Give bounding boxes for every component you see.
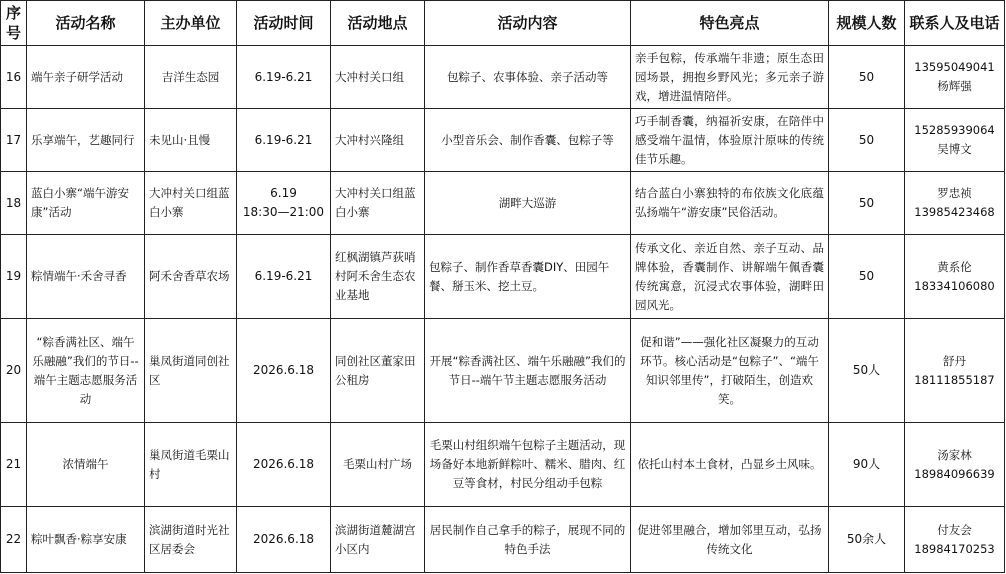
cell-contact bbox=[905, 46, 1005, 109]
contact-person: 汤家林 bbox=[937, 447, 972, 462]
cell-place: 同创社区董家田公租房 bbox=[331, 319, 425, 423]
contact-person: 舒丹 bbox=[943, 353, 966, 368]
header-host: 主办单位 bbox=[145, 1, 237, 46]
cell-time: 6.19-6.21 bbox=[237, 109, 331, 172]
cell-highlight: 传承文化、亲近自然、亲子互动、品牌体验，香囊制作、讲解端午佩香囊传统寓意，沉浸式农事体验，湖畔田园风光。 bbox=[631, 235, 829, 319]
cell-scale: 90人 bbox=[829, 423, 905, 507]
header-place: 活动地点 bbox=[331, 1, 425, 46]
contact-person: 付友会 bbox=[937, 522, 972, 537]
header-highlight: 特色亮点 bbox=[631, 1, 829, 46]
cell-place: 大冲村关口组蓝白小寨 bbox=[331, 172, 425, 235]
time-hours: 18:30—21:00 bbox=[242, 205, 325, 219]
cell-highlight: 结合蓝白小寨独特的布依族文化底蕴弘扬端午“游安康”民俗活动。 bbox=[631, 172, 829, 235]
cell-time: 6.19-6.21 bbox=[237, 46, 331, 109]
cell-seq: 16 bbox=[1, 46, 27, 109]
cell-scale: 50 bbox=[829, 46, 905, 109]
cell-seq: 21 bbox=[1, 423, 27, 507]
cell-host: 阿禾舍香草农场 bbox=[145, 235, 237, 319]
cell-host: 吉洋生态园 bbox=[145, 46, 237, 109]
cell-time: 2026.6.18 bbox=[237, 319, 331, 423]
contact-person: 杨辉强 bbox=[937, 79, 972, 93]
table-row bbox=[1, 46, 1005, 109]
contact-phone: 15285939064 bbox=[914, 123, 995, 137]
contact-phone: 18984096639 bbox=[914, 466, 995, 481]
table-row bbox=[1, 235, 1005, 319]
table-row bbox=[1, 109, 1005, 172]
cell-seq: 17 bbox=[1, 109, 27, 172]
cell-contact bbox=[905, 172, 1005, 235]
cell-highlight: 促进邻里融合，增加邻里互动，弘扬传统文化 bbox=[631, 507, 829, 573]
cell-content: 开展“粽香满社区、端午乐融融”我们的节日--端午节主题志愿服务活动 bbox=[425, 319, 631, 423]
contact-phone: 18111855187 bbox=[914, 372, 995, 387]
cell-name: 端午亲子研学活动 bbox=[27, 46, 145, 109]
cell-host: 大冲村关口组蓝白小寨 bbox=[145, 172, 237, 235]
cell-name: “粽香满社区、端午乐融融”我们的节日--端午主题志愿服务活动 bbox=[27, 319, 145, 423]
cell-name: 蓝白小寨“端午游安康”活动 bbox=[27, 172, 145, 235]
cell-contact bbox=[905, 507, 1005, 573]
cell-highlight: 亲手包粽，传承端午非遗；原生态田园场景，拥抱乡野风光；多元亲子游戏，增进温情陪伴。 bbox=[631, 46, 829, 109]
cell-time bbox=[237, 172, 331, 235]
cell-highlight: 依托山村本土食材，凸显乡土风味。 bbox=[631, 423, 829, 507]
contact-phone: 13985423468 bbox=[914, 205, 995, 219]
cell-host: 滨湖街道时光社区居委会 bbox=[145, 507, 237, 573]
contact-phone: 18334106080 bbox=[914, 278, 995, 293]
cell-scale: 50 bbox=[829, 172, 905, 235]
cell-name: 乐享端午，艺趣同行 bbox=[27, 109, 145, 172]
cell-contact bbox=[905, 319, 1005, 423]
contact-person: 罗忠祯 bbox=[937, 186, 972, 200]
cell-contact bbox=[905, 423, 1005, 507]
header-seq: 序号 bbox=[1, 1, 27, 46]
time-date: 6.19 bbox=[270, 186, 297, 200]
cell-scale: 50 bbox=[829, 235, 905, 319]
cell-place: 红枫湖镇芦荻哨村阿禾舍生态农业基地 bbox=[331, 235, 425, 319]
contact-phone: 18984170253 bbox=[914, 541, 995, 556]
cell-content: 包粽子、农事体验、亲子活动等 bbox=[425, 46, 631, 109]
table-row bbox=[1, 507, 1005, 573]
table-row bbox=[1, 423, 1005, 507]
header-row bbox=[1, 1, 1005, 46]
cell-highlight: 促和谐”——强化社区凝聚力的互动环节。核心活动是“包粽子”、“端午知识邻里传”，打破陌生，创造欢笑。 bbox=[631, 319, 829, 423]
cell-time: 2026.6.18 bbox=[237, 423, 331, 507]
cell-scale: 50人 bbox=[829, 319, 905, 423]
cell-content: 湖畔大巡游 bbox=[425, 172, 631, 235]
cell-time: 2026.6.18 bbox=[237, 507, 331, 573]
cell-contact bbox=[905, 235, 1005, 319]
cell-place: 大冲村兴隆组 bbox=[331, 109, 425, 172]
contact-person: 黄系伦 bbox=[937, 259, 972, 274]
cell-place: 大冲村关口组 bbox=[331, 46, 425, 109]
cell-highlight: 巧手制香囊，纳福祈安康，在陪伴中感受端午温情，体验原汁原味的传统佳节乐趣。 bbox=[631, 109, 829, 172]
cell-content: 居民制作自己拿手的粽子，展现不同的特色手法 bbox=[425, 507, 631, 573]
cell-scale: 50余人 bbox=[829, 507, 905, 573]
cell-content: 毛栗山村组织端午包粽子主题活动，现场备好本地新鲜粽叶、糯米、腊肉、红豆等食材，村民分组动手包粽 bbox=[425, 423, 631, 507]
cell-place: 滨湖街道麓湖宫小区内 bbox=[331, 507, 425, 573]
header-name: 活动名称 bbox=[27, 1, 145, 46]
header-contact: 联系人及电话 bbox=[905, 1, 1005, 46]
cell-place: 毛栗山村广场 bbox=[331, 423, 425, 507]
cell-seq: 22 bbox=[1, 507, 27, 573]
contact-phone: 13595049041 bbox=[914, 60, 995, 74]
cell-name: 粽情端午·禾舍寻香 bbox=[27, 235, 145, 319]
contact-person: 吴博文 bbox=[937, 142, 972, 156]
table-row bbox=[1, 319, 1005, 423]
header-time: 活动时间 bbox=[237, 1, 331, 46]
cell-seq: 19 bbox=[1, 235, 27, 319]
cell-host: 未见山·且慢 bbox=[145, 109, 237, 172]
cell-name: 粽叶飘香·粽享安康 bbox=[27, 507, 145, 573]
cell-host: 巢凤街道同创社区 bbox=[145, 319, 237, 423]
cell-seq: 20 bbox=[1, 319, 27, 423]
cell-time: 6.19-6.21 bbox=[237, 235, 331, 319]
cell-content: 包粽子、制作香草香囊DIY、田园午餐、掰玉米、挖土豆。 bbox=[425, 235, 631, 319]
cell-contact bbox=[905, 109, 1005, 172]
cell-scale: 50 bbox=[829, 109, 905, 172]
header-scale: 规模人数 bbox=[829, 1, 905, 46]
cell-host: 巢凤街道毛栗山村 bbox=[145, 423, 237, 507]
cell-seq: 18 bbox=[1, 172, 27, 235]
cell-name: 浓情端午 bbox=[27, 423, 145, 507]
cell-content: 小型音乐会、制作香囊、包粽子等 bbox=[425, 109, 631, 172]
header-content: 活动内容 bbox=[425, 1, 631, 46]
table-row bbox=[1, 172, 1005, 235]
